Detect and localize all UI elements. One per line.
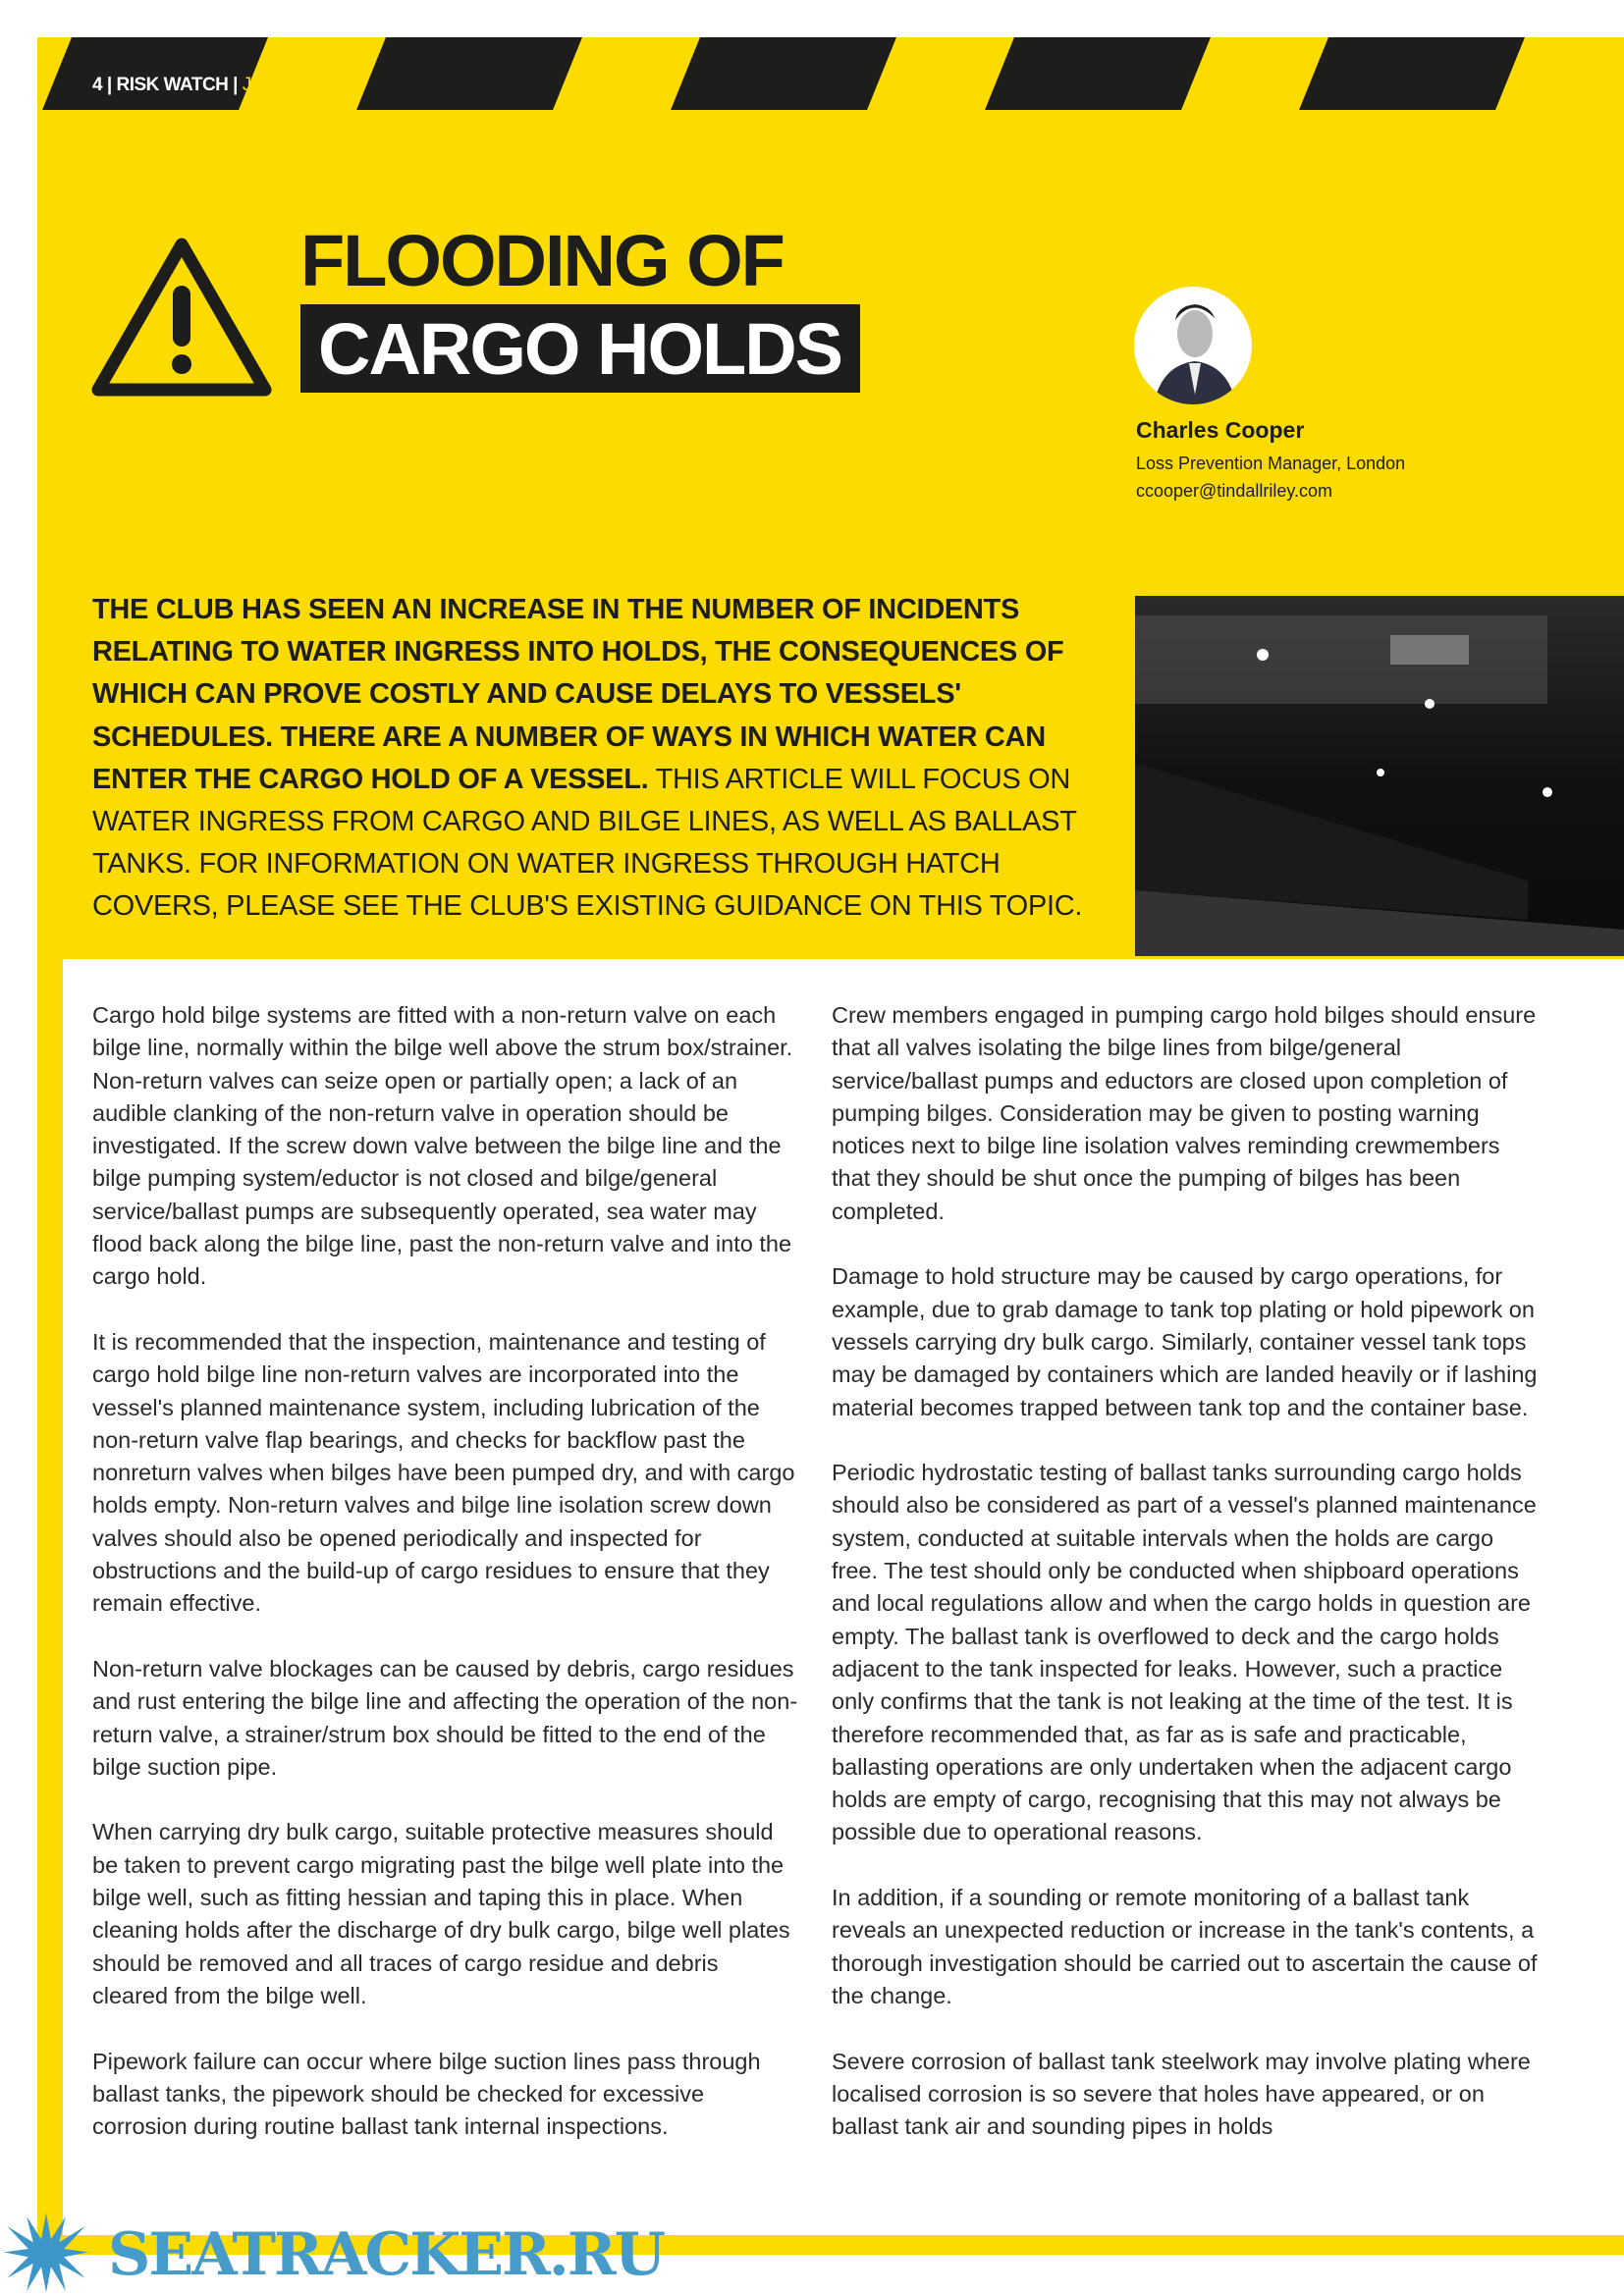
- warning-triangle-icon: [90, 235, 273, 398]
- page-folio: 4 | RISK WATCH | JUNE 2023: [92, 75, 334, 95]
- author-avatar: [1134, 287, 1252, 404]
- title-line-1: FLOODING OF: [300, 220, 784, 301]
- article-column-1: [92, 999, 799, 2143]
- paragraph: Cargo hold bilge systems are fitted with a non-return valve on each bilge line, normally within the bilge well above the strum box/strainer. Non-return valves can seize open or partially open; a lack of an audible clanking of the non-return valve in operation should be investigated. If the screw down valve between the bilge line and the bilge pumping system/eductor is not closed and bilge/general service/ballast pumps are subsequently operated, sea water may flood back along the bilge line, past the non-return valve and into the cargo hold.: [92, 1002, 793, 1290]
- paragraph: Non-return valve blockages can be caused by debris, cargo residues and rust entering the bilge line and affecting the operation of the non-return valve, a strainer/strum box should be fitted to the end of the bilge suction pipe.: [92, 1655, 798, 1780]
- paragraph: Crew members engaged in pumping cargo hold bilges should ensure that all valves isolating the bilge lines from bilge/general service/ballast pumps and eductors are closed upon completion of pumping bilges. Consideration may be given to posting warning notices next to bilge line isolation valves reminding crewmembers that they should be shut once the pumping of bilges has been completed.: [832, 1002, 1537, 1224]
- author-block: [1136, 417, 1405, 505]
- watermark-logo: SEATRACKER.RU: [108, 2220, 664, 2289]
- paragraph: Severe corrosion of ballast tank steelwork may involve plating where localised corrosion is so severe that holes have appeared, or on ballast tank air and sounding pipes in holds: [832, 2048, 1531, 2140]
- paragraph: Pipework failure can occur where bilge suction lines pass through ballast tanks, the pipework should be checked for excessive corrosion during routine ballast tank internal inspections.: [92, 2048, 761, 2140]
- author-name: Charles Cooper: [1136, 417, 1305, 443]
- paragraph: In addition, if a sounding or remote monitoring of a ballast tank reveals an unexpected reduction or increase in the tank's contents, a thorough investigation should be carried out to ascertain the cause of the change.: [832, 1885, 1538, 2008]
- paragraph: It is recommended that the inspection, maintenance and testing of cargo hold bilge line non-return valves are incorporated into the vessel's planned maintenance system, including lubrication of the non-return valve flap bearings, and checks for backflow past the nonreturn valves when bilges have been pumped dry, and with cargo holds empty. Non-return valves and bilge line isolation screw down valves should also be opened periodically and inspected for obstructions and the build-up of cargo residues to ensure that they remain effective.: [92, 1328, 795, 1617]
- title-line-2: CARGO HOLDS: [318, 308, 841, 390]
- starburst-watermark-icon: [4, 2211, 88, 2295]
- intro-standfirst: THE CLUB HAS SEEN AN INCREASE IN THE NUMBER OF INCIDENTS RELATING TO WATER INGRESS INTO HOLDS, THE CONSEQUENCES OF WHICH CAN PROVE COSTLY AND CAUSE DELAYS TO VESSELS' SCHEDULES. THERE ARE A NUMBER OF WAYS IN WHICH WATER CAN ENTER THE CARGO HOLD OF A VESSEL. THIS ARTICLE WILL FOCUS ON WATER INGRESS FROM CARGO AND BILGE LINES, AS WELL AS BALLAST TANKS. FOR INFORMATION ON WATER INGRESS THROUGH HATCH COVERS, PLEASE SEE THE CLUB'S EXISTING GUIDANCE ON THIS TOPIC.: [92, 594, 1083, 923]
- paragraph: When carrying dry bulk cargo, suitable protective measures should be taken to prevent cargo migrating past the bilge well plate into the bilge well, such as fitting hessian and taping this in place. When cleaning holds after the discharge of dry bulk cargo, bilge well plates should be removed and all traces of cargo residue and debris cleared from the bilge well.: [92, 1819, 790, 2008]
- hazard-stripes: [37, 37, 1624, 110]
- author-role: Loss Prevention Manager, London: [1136, 454, 1406, 473]
- author-email[interactable]: ccooper@tindallriley.com: [1136, 481, 1333, 501]
- article-column-2: [832, 999, 1539, 2143]
- ship-photo: [1135, 596, 1624, 956]
- paragraph: Damage to hold structure may be caused by cargo operations, for example, due to grab damage to tank top plating or hold pipework on vessels carrying dry bulk cargo. Similarly, container vessel tank tops may be damaged by containers which are landed heavily or if lashing material becomes trapped between tank top and the container base.: [832, 1263, 1538, 1420]
- paragraph: Periodic hydrostatic testing of ballast tanks surrounding cargo holds should also be considered as part of a vessel's planned maintenance system, conducted at suitable intervals when the holds are cargo free. The test should only be conducted when shipboard operations and local regulations allow and when the cargo holds in question are empty. The ballast tank is overflowed to deck and the cargo holds adjacent to the tank inspected for leaks. However, such a practice only confirms that the tank is not leaking at the time of the test. It is therefore recommended that, as far as is safe and practicable, ballasting operations are only undertaken when the adjacent cargo holds are empty of cargo, recognising that this may not always be possible due to operational reasons.: [832, 1460, 1537, 1845]
